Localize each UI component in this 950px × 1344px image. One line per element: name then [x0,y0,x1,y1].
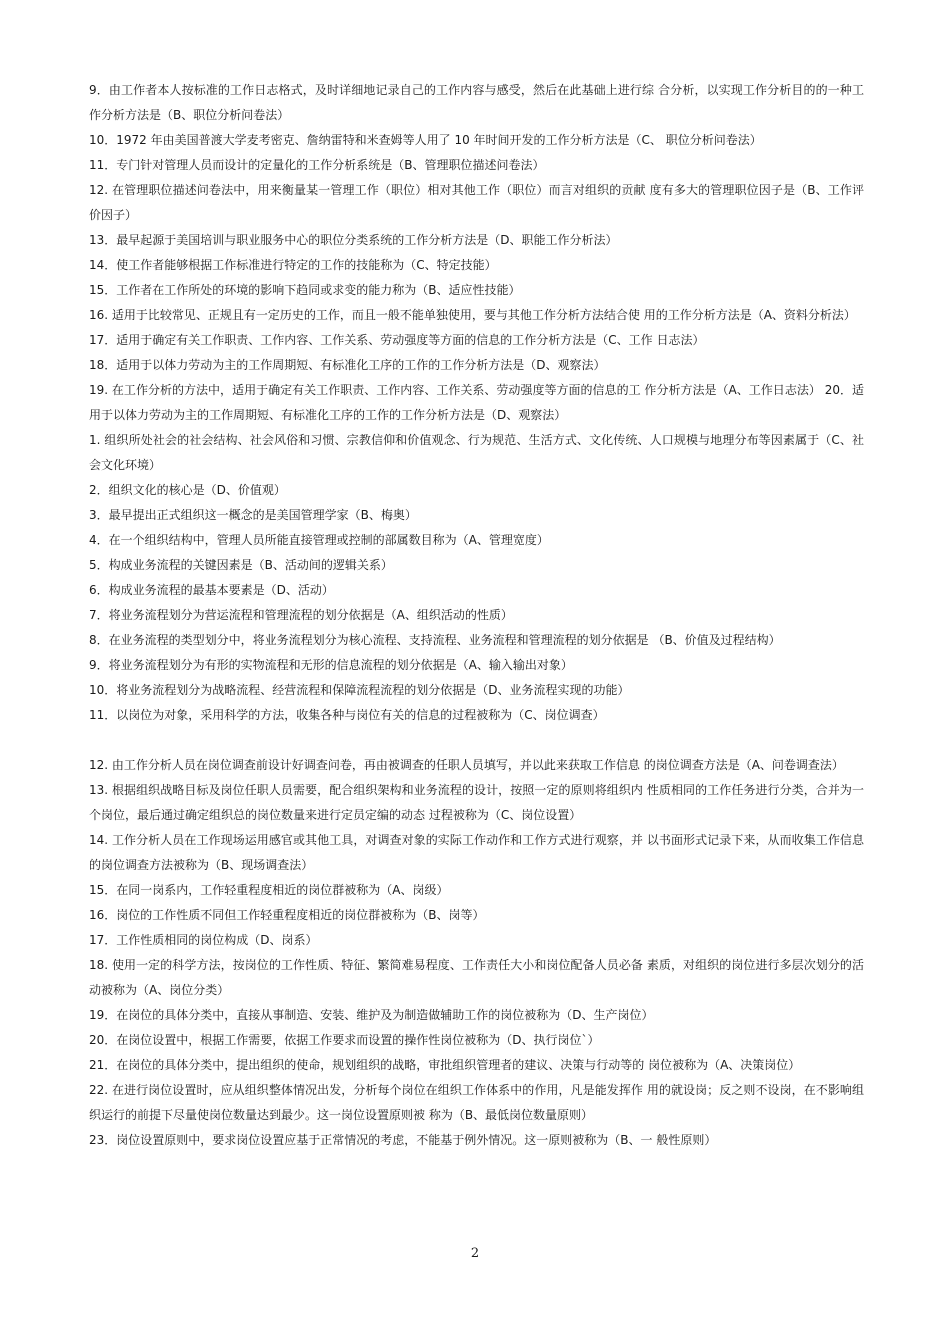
paragraph-s2-q10: 10．将业务流程划分为战略流程、经营流程和保障流程流程的划分依据是（D、业务流程实现的功能） [89,683,630,697]
paragraph-s2-q22: 22. 在进行岗位设置时，应从组织整体情况出发，分析每个岗位在组织工作体系中的作用，凡是能发挥作 用的就设岗；反之则不设岗，在不影响组织运行的前提下尽量使岗位数量达到最少。这一岗位设置原则被 称为（B、最低岗位数量原则） [89,1083,864,1122]
paragraph-s2-q20: 20．在岗位设置中，根据工作需要，依据工作要求而设置的操作性岗位被称为（D、执行岗位`） [89,1033,600,1047]
paragraph-q19-20: 19. 在工作分析的方法中，适用于确定有关工作职责、工作内容、工作关系、劳动强度等方面的信息的工 作分析方法是（A、工作日志法） 20．适用于以体力劳动为主的工作周期短、有标准化工序的工作的工作分析方法是（D、观察法） [89,383,864,422]
paragraph-s2-q6: 6．构成业务流程的最基本要素是（D、活动） [89,583,334,597]
paragraph-s2-q3: 3．最早提出正式组织这一概念的是美国管理学家（B、梅奥） [89,508,417,522]
paragraph-s2-q11: 11．以岗位为对象，采用科学的方法，收集各种与岗位有关的信息的过程被称为（C、岗位调查） [89,708,605,722]
paragraph-s2-q14: 14. 工作分析人员在工作现场运用感官或其他工具，对调查对象的实际工作动作和工作方式进行观察，并 以书面形式记录下来，从而收集工作信息的岗位调查方法被称为（B、现场调查法） [89,833,864,872]
paragraph-q14: 14．使工作者能够根据工作标准进行特定的工作的技能称为（C、特定技能） [89,258,497,272]
document-body [89,78,864,1153]
paragraph-s2-q21: 21．在岗位的具体分类中，提出组织的使命，规划组织的战略，审批组织管理者的建议、决策与行动等的 岗位被称为（A、决策岗位） [89,1058,801,1072]
paragraph-s2-q16: 16．岗位的工作性质不同但工作轻重程度相近的岗位群被称为（B、岗等） [89,908,485,922]
paragraph-q18: 18．适用于以体力劳动为主的工作周期短、有标准化工序的工作的工作分析方法是（D、观察法） [89,358,606,372]
paragraph-q15: 15．工作者在工作所处的环境的影响下趋同或求变的能力称为（B、适应性技能） [89,283,521,297]
paragraph-s2-q17: 17．工作性质相同的岗位构成（D、岗系） [89,933,318,947]
paragraph-s2-q19: 19．在岗位的具体分类中，直接从事制造、安装、维护及为制造做辅助工作的岗位被称为（D、生产岗位） [89,1008,654,1022]
paragraph-q13: 13．最早起源于美国培训与职业服务中心的职位分类系统的工作分析方法是（D、职能工作分析法） [89,233,618,247]
paragraph-q10: 10．1972 年由美国普渡大学麦考密克、詹纳雷特和米查姆等人用了 10 年时间开发的工作分析方法是（C、 职位分析问卷法） [89,133,762,147]
page-number: 2 [470,1246,480,1261]
paragraph-s2-q5: 5．构成业务流程的关键因素是（B、活动间的逻辑关系） [89,558,393,572]
paragraph-s2-q2: 2．组织文化的核心是（D、价值观） [89,483,286,497]
paragraph-q9: 9．由工作者本人按标准的工作日志格式，及时详细地记录自己的工作内容与感受，然后在此基础上进行综 合分析，以实现工作分析目的的一种工作分析方法是（B、职位分析问卷法） [89,83,864,122]
paragraph-s2-q7: 7．将业务流程划分为营运流程和管理流程的划分依据是（A、组织活动的性质） [89,608,513,622]
paragraph-s2-q8: 8．在业务流程的类型划分中，将业务流程划分为核心流程、支持流程、业务流程和管理流程的划分依据是 （B、价值及过程结构） [89,633,781,647]
paragraph-s2-q12: 12. 由工作分析人员在岗位调查前设计好调查问卷，再由被调查的任职人员填写，并以此来获取工作信息 的岗位调查方法是（A、问卷调查法） [89,758,844,772]
paragraph-s2-q13: 13. 根据组织战略目标及岗位任职人员需要，配合组织架构和业务流程的设计，按照一定的原则将组织内 性质相同的工作任务进行分类，合并为一个岗位，最后通过确定组织总的岗位数量来进行定员定编的动态 过程被称为（C、岗位设置） [89,783,864,822]
paragraph-q11: 11．专门针对管理人员而设计的定量化的工作分析系统是（B、管理职位描述问卷法） [89,158,545,172]
paragraph-s2-q4: 4．在一个组织结构中，管理人员所能直接管理或控制的部属数目称为（A、管理宽度） [89,533,549,547]
paragraph-s2-q9: 9．将业务流程划分为有形的实物流程和无形的信息流程的划分依据是（A、输入输出对象） [89,658,573,672]
paragraph-s2-q15: 15．在同一岗系内，工作轻重程度相近的岗位群被称为（A、岗级） [89,883,449,897]
paragraph-s2-q1: 1. 组织所处社会的社会结构、社会风俗和习惯、宗教信仰和价值观念、行为规范、生活方式、文化传统、人口规模与地理分布等因素属于（C、社会文化环境） [89,433,864,472]
paragraph-q17: 17．适用于确定有关工作职责、工作内容、工作关系、劳动强度等方面的信息的工作分析方法是（C、工作 日志法） [89,333,705,347]
paragraph-q16: 16. 适用于比较常见、正规且有一定历史的工作，而且一般不能单独使用，要与其他工作分析方法结合使 用的工作分析方法是（A、资料分析法） [89,308,856,322]
paragraph-q12: 12. 在管理职位描述问卷法中，用来衡量某一管理工作（职位）相对其他工作（职位）而言对组织的贡献 度有多大的管理职位因子是（B、工作评价因子） [89,183,864,222]
paragraph-s2-q18: 18. 使用一定的科学方法，按岗位的工作性质、特征、繁简难易程度、工作责任大小和岗位配备人员必备 素质，对组织的岗位进行多层次划分的活动被称为（A、岗位分类） [89,958,864,997]
paragraph-s2-q23: 23．岗位设置原则中，要求岗位设置应基于正常情况的考虑，不能基于例外情况。这一原则被称为（B、一 般性原则） [89,1133,717,1147]
